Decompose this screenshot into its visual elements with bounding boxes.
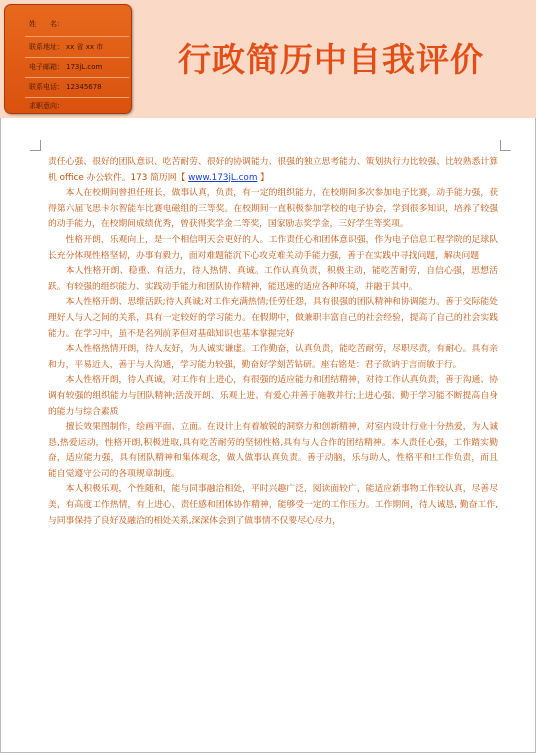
contact-label: 姓 名： [29,20,64,28]
paragraph-4: 本人性格开朗、稳重、有活力，待人热情、真诚。工作认真负责，积极主动，能吃苦耐劳，自信心强，思想活跃。有较强的组织能力、实践动手能力和团队协作精神，能迅速的适应各种环境，并融于其中。 [48,266,498,292]
paragraph-3: 性格开朗，乐观向上，是一个相信明天会更好的人。工作责任心和团体意识强，作为电子信息工程学院的足球队长充分体现性格坚韧，办事有毅力，面对难题能沉下心攻克难关动手能力强，善于在实践中寻找问题，解决问题 [48,234,498,261]
contact-row-objective [29,101,66,111]
paragraph-2: 本人在校期间曾担任班长，做事认真，负责，有一定的组织能力，在校期间多次参加电子比赛，动手能力强，获得第六届飞思卡尔智能车比赛电磁组的三等奖。在校期间一直积极参加学校的电子协会，学到很多知识，培养了较强的动手能力，在校期间成绩优秀，曾获得奖学金二等奖，国家励志奖学金，三好学生等奖项。 [48,188,498,230]
contact-info-box [4,4,132,114]
contact-label: 联系电话： [29,83,64,91]
paragraph-text: 】 [257,172,269,183]
crop-mark-top-right [500,140,511,151]
paragraph-7: 本人性格开朗，待人真诚，对工作有上进心，有很强的适应能力和团结精神，对待工作认真负责，善于沟通、协调有较强的组织能力与团队精神;活泼开朗、乐观上进、有爱心并善于施教并行;上进心强、勤于学习能不断提高自身的能力与综合素质 [48,375,498,417]
website-link[interactable]: www.173jL.com [188,172,258,183]
contact-divider [25,57,129,58]
contact-divider [25,36,129,37]
contact-value: 173jL.com [66,63,103,71]
contact-label: 电子邮箱： [29,63,64,71]
paragraph-9: 本人积极乐观，个性随和，能与同事融洽相处，平时兴趣广泛，阅读面较广，能适应新事物工作较认真，尽善尽美，有高度工作热情，有上进心、责任感和团体协作精神，能够受一定的工作压力。工作期间，待人诚恳, 勤奋工作, 与同事保持了良好及融洽的相处关系,深深体会到了做事情不仅要尽心尽力， [48,484,498,526]
header-band [0,0,536,118]
self-evaluation-body [48,155,498,529]
contact-row-address [29,42,103,52]
contact-row-phone [29,82,102,92]
paragraph-8: 擅长效果图制作，绘画平面、立面。在设计上有着敏锐的洞察力和创新精神，对室内设计行业十分热爱，为人诚恳,热爱运动，性格开朗,积极进取,具有吃苦耐劳的坚韧性格,具有与人合作的团结精神。本人责任心强，工作踏实勤奋，适应能力强，具有团队精神和集体观念，做人做事认真负责。善于动脑，乐与助人，性格平和!工作负责，而且能自觉遵守公司的各项规章制度。 [48,422,498,479]
paragraph-text: 责任心强、很好的团队意识、吃苦耐劳、很好的协调能力、很强的独立思考能力、策划执行力比较强、比较熟悉计算机 office 办公软件。173 简历网【 [48,157,498,183]
contact-label: 联系地址： [29,43,64,51]
contact-divider [25,77,129,78]
paragraph-1 [48,155,498,186]
contact-value: xx 省 xx 市 [66,43,104,51]
paragraph-6: 本人性格热情开朗，待人友好，为人诚实谦虚。工作勤奋，认真负责，能吃苦耐劳，尽职尽责，有耐心。具有亲和力，平易近人，善于与人沟通，学习能力较强，勤奋好学刻苦钻研。座右铭是：君子欲讷于言而敏于行。 [48,344,498,370]
contact-divider [25,97,129,98]
contact-label: 求职意向： [29,102,64,110]
paragraph-5: 本人性格开朗、思维活跃;待人真诚;对工作充满热情;任劳任怨，具有很强的团队精神和协调能力。善于交际能处理好人与人之间的关系，具有一定较好的学习能力。在假期中，做兼职丰富自己的社会经验，提高了自己的社会实践能力。在学习中，虽不是名列前茅但对基础知识也基本掌握完好 [48,297,498,339]
contact-row-name [29,19,66,29]
page-title: 行政简历中自我评价 [178,40,484,79]
contact-row-email [29,62,102,72]
crop-mark-top-left [30,140,41,151]
contact-value: 12345678 [66,83,102,91]
